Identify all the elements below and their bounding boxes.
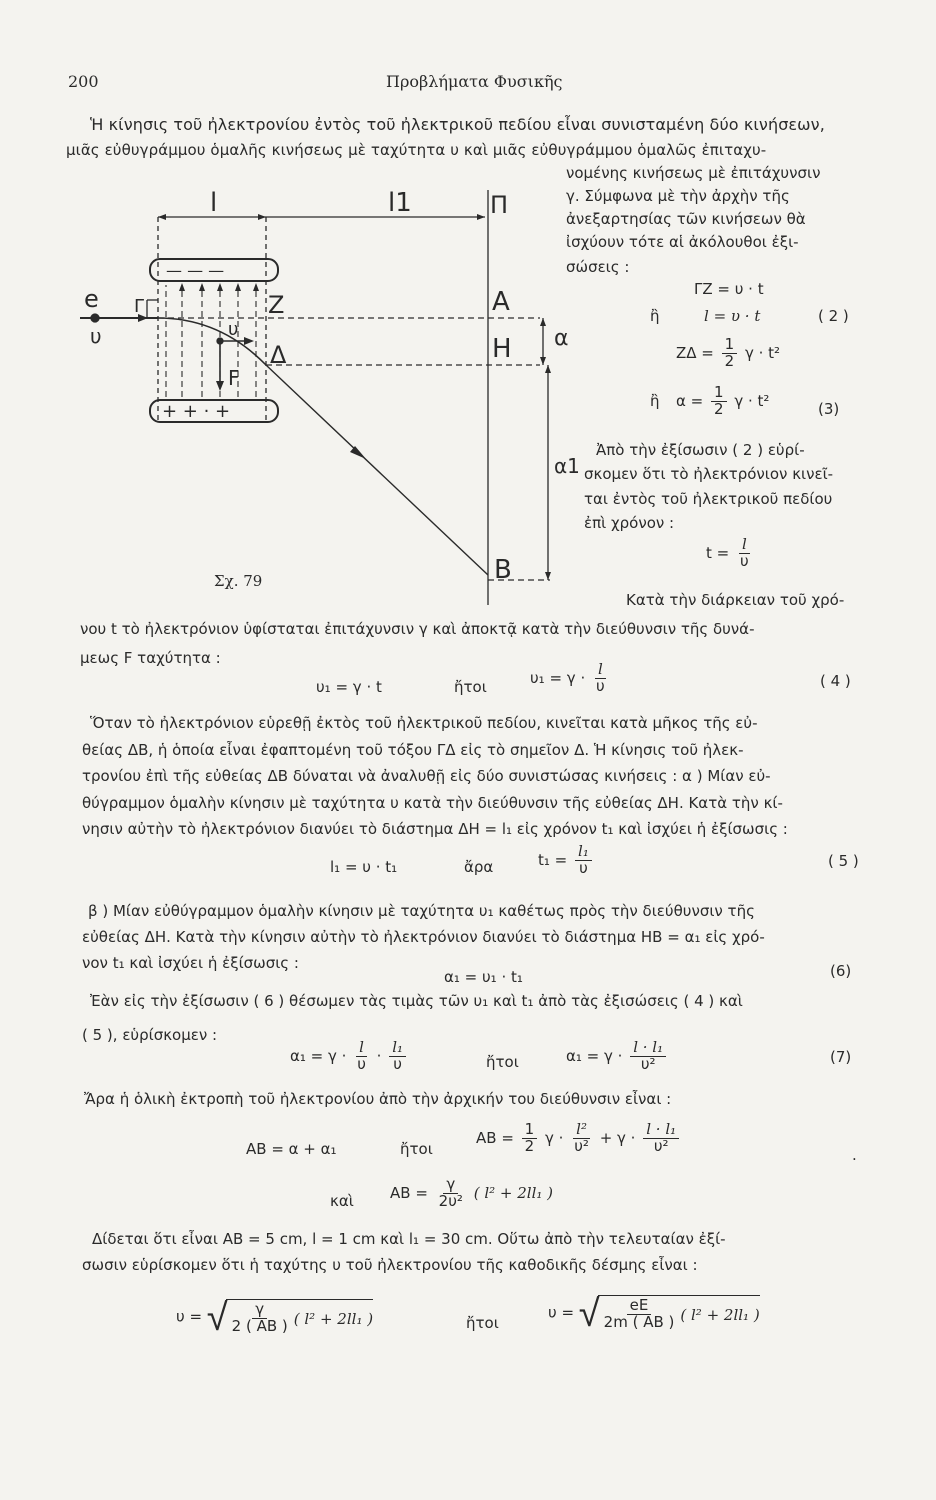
arrow-head-right [477, 214, 485, 220]
equation-8-word: ἤτοι [400, 1140, 433, 1158]
running-title: Προβλήματα Φυσικῆς [386, 72, 563, 91]
para1-line-5: νησιν αὐτὴν τὸ ἠλεκτρόνιον διανύει τὸ διάστημα ΔΗ = l₁ εἰς χρόνον t₁ καὶ ἰσχύει ἡ ἐξίσωσις : [82, 820, 788, 838]
body-line-1: Κατὰ τὴν διάρκειαν τοῦ χρό- [626, 591, 845, 609]
dim-a-arrow-top [540, 318, 546, 326]
right-para-line-1: Ἀπὸ τὴν ἐξίσωσιν ( 2 ) εὑρί- [596, 441, 805, 459]
equation-t: t = $\frac{l}{\upsilon}$ [706, 535, 749, 570]
label-minus-signs: — — — [166, 261, 225, 280]
equation-5a: l₁ = υ · t₁ [330, 858, 398, 876]
equation-5-number: ( 5 ) [828, 852, 859, 870]
arrow-head-mid [258, 214, 266, 220]
equation-5b: t₁ = $\frac{\text{l₁}}{\upsilon}$ [538, 844, 595, 877]
force-arrow [216, 381, 224, 391]
equation-3-number: (3) [818, 400, 840, 418]
body-line-2: νου t τὸ ἠλεκτρόνιον ὑφίσταται ἐπιτάχυνσιν γ καὶ ἀποκτᾷ κατὰ τὴν διεύθυνσιν τῆς δυνά- [80, 620, 755, 638]
para2-line-2: εὐθείας ΔΗ. Κατὰ τὴν κίνησιν αὐτὴν τὸ ἠλεκτρόνιον διανύει τὸ διάστημα ΗΒ = α₁ εἰς χρό- [82, 928, 765, 946]
equation-9: AB = $\frac{\gamma}{\text{2υ²}}$ ( l² + 2ll₁ ) [390, 1175, 554, 1210]
figure-79 [70, 175, 580, 615]
label-delta: Δ [270, 341, 287, 369]
label-l: l [210, 188, 218, 218]
intro-line-2: μιᾶς εὐθυγράμμου ὁμαλῆς κινήσεως μὲ ταχύτητα υ καὶ μιᾶς εὐθυγράμμου ὁμαλῶς ἐπιταχυ- [66, 141, 767, 159]
para4: Ἄρα ἡ ὁλικὴ ἐκτροπὴ τοῦ ἠλεκτρονίου ἀπὸ τὴν ἀρχικήν του διεύθυνσιν εἶναι : [84, 1090, 672, 1108]
equation-7-number: (7) [830, 1048, 852, 1066]
equation-4-number: ( 4 ) [820, 672, 851, 690]
para2-line-3: νον t₁ καὶ ἰσχύει ἡ ἐξίσωσις : [82, 954, 299, 972]
path-arrow [350, 446, 366, 459]
para3-line-2: ( 5 ), εὑρίσκομεν : [82, 1026, 218, 1044]
velocity-arrow [244, 337, 254, 345]
equation-5-word: ἄρα [464, 858, 494, 876]
body-line-3: μεως F ταχύτητα : [80, 649, 221, 667]
label-e: e [84, 285, 99, 313]
equation-4a: υ₁ = γ · t [316, 678, 382, 696]
label-plus-signs: + + · + [162, 401, 231, 422]
para3-line-1: Ἐὰν εἰς τὴν ἐξίσωσιν ( 6 ) θέσωμεν τὰς τιμὰς τῶν υ₁ καὶ t₁ ἀπὸ τὰς ἐξισώσεις ( 4 ) καὶ [90, 992, 743, 1010]
eq3-prefix: ἢ [650, 392, 660, 410]
eq2-prefix: ἢ [650, 307, 660, 325]
para1-line-4: θύγραμμον ὁμαλὴν κίνησιν μὲ ταχύτητα υ κατὰ τὴν διεύθυνσιν τῆς εὐθείας ΔΗ. Κατὰ τὴν κί- [82, 794, 783, 812]
equation-8b: AB = $\frac{1}{2}$ γ · $\frac{\text{l²}}{\text{υ²}}$ + γ · $\frac{\text{l · l₁}}{\text{υ²}}$ [476, 1122, 682, 1155]
electron-dot [91, 314, 99, 322]
equation-2-number: ( 2 ) [818, 307, 849, 325]
right-para-line-4: ἐπὶ χρόνον : [584, 514, 675, 532]
right-para-line-2: σκομεν ὅτι τὸ ἠλεκτρόνιον κινεῖ- [584, 465, 834, 483]
equation-10b: υ = √ $\frac{eE}{2m ( AB )}$ ( l² + 2ll₁ ) [548, 1291, 760, 1335]
equation-3: α = $\frac{1}{2}$ γ · t² [676, 383, 770, 418]
right-line-2: γ. Σύμφωνα μὲ τὴν ἀρχὴν τῆς [566, 187, 790, 205]
arrow-head-left [158, 214, 166, 220]
equation-4-word: ἤτοι [454, 678, 487, 696]
label-b: B [494, 555, 512, 585]
equation-2: l = υ · t [704, 307, 761, 325]
equation-7-word: ἤτοι [486, 1053, 519, 1071]
label-h: H [492, 334, 512, 364]
para1-line-2: θείας ΔΒ, ἡ ὁποία εἶναι ἐφαπτομένη τοῦ τόξου ΓΔ εἰς τὸ σημεῖον Δ. Ἡ κίνησις τοῦ ἠλεκ- [82, 741, 744, 759]
dim-a1-arrow-top [545, 365, 551, 373]
para1-line-3: τρονίου ἐπὶ τῆς εὐθείας ΔΒ δύναται νὰ ἀναλυθῇ εἰς δύο συνιστώσας κινήσεις : α ) Μίαν εὐ- [82, 767, 771, 785]
right-line-1: νομένης κινήσεως μὲ ἐπιτάχυνσιν [566, 164, 821, 182]
intro-line-1: Ἡ κίνησις τοῦ ἠλεκτρονίου ἐντὸς τοῦ ἠλεκτρικοῦ πεδίου εἶναι συνισταμένη δύο κινήσεων, [90, 115, 825, 134]
equation-8a: AB = α + α₁ [246, 1140, 337, 1158]
label-z: Z [268, 291, 285, 319]
page-number: 200 [68, 72, 99, 91]
label-l1: l1 [388, 188, 412, 218]
label-a: A [492, 287, 510, 317]
equation-7a: α₁ = γ · $\frac{l}{\upsilon}$ · $\frac{\text{l₁}}{\upsilon}$ [290, 1040, 409, 1073]
label-f: F [228, 366, 240, 390]
equation-8-dot: . [852, 1146, 857, 1164]
label-a1: α1 [554, 454, 580, 478]
para5-line-1: Δίδεται ὅτι εἶναι AB = 5 cm, l = 1 cm καὶ l₁ = 30 cm. Οὕτω ἀπὸ τὴν τελευταίαν ἐξί- [92, 1230, 726, 1248]
equation-7b: α₁ = γ · $\frac{\text{l · l₁}}{\text{υ²}}$ [566, 1040, 669, 1073]
right-line-4: ἰσχύουν τότε αἱ ἀκόλουθοι ἐξι- [566, 233, 799, 251]
equation-9-word: καὶ [330, 1192, 354, 1210]
right-line-5: σώσεις : [566, 258, 630, 276]
label-v: υ [90, 324, 102, 348]
dim-a1-arrow-bottom [545, 572, 551, 580]
straight-path-db [266, 365, 488, 575]
para5-line-2: σωσιν εὑρίσκομεν ὅτι ἡ ταχύτης υ τοῦ ἠλεκτρονίου τῆς καθοδικῆς δέσμης εἶναι : [82, 1256, 698, 1274]
label-alpha: α [554, 326, 569, 351]
right-para-line-3: ται ἐντὸς τοῦ ἠλεκτρικοῦ πεδίου [584, 490, 833, 508]
para2-line-1: β ) Μίαν εὐθύγραμμον ὁμαλὴν κίνησιν μὲ ταχύτητα υ₁ καθέτως πρὸς τὴν διεύθυνσιν τῆς [88, 902, 755, 920]
label-pi: Π [490, 191, 509, 219]
dim-a-arrow-bottom [540, 357, 546, 365]
para1-line-1: Ὅταν τὸ ἠλεκτρόνιον εὑρεθῇ ἐκτὸς τοῦ ἠλεκτρικοῦ πεδίου, κινεῖται κατὰ μῆκος τῆς εὐ- [90, 714, 758, 732]
equation-10-word: ἤτοι [466, 1314, 499, 1332]
equation-zd: ΖΔ = $\frac{1}{2}$ γ · t² [676, 335, 781, 370]
equation-6-number: (6) [830, 962, 852, 980]
right-line-3: ἀνεξαρτησίας τῶν κινήσεων θὰ [566, 210, 806, 228]
label-v-small: υ [228, 319, 239, 340]
equation-gz: ΓΖ = υ · t [694, 280, 764, 298]
field-arrowheads [179, 283, 259, 291]
equation-6: α₁ = υ₁ · t₁ [444, 968, 523, 986]
label-gamma: Γ [134, 296, 145, 317]
figure-caption: Σχ. 79 [214, 572, 263, 590]
equation-4b: υ₁ = γ · $\frac{l}{\upsilon}$ [530, 660, 605, 695]
equation-10a: υ = √ $\frac{\gamma}{2 ( AB )}$ ( l² + 2ll₁ ) [176, 1295, 374, 1339]
